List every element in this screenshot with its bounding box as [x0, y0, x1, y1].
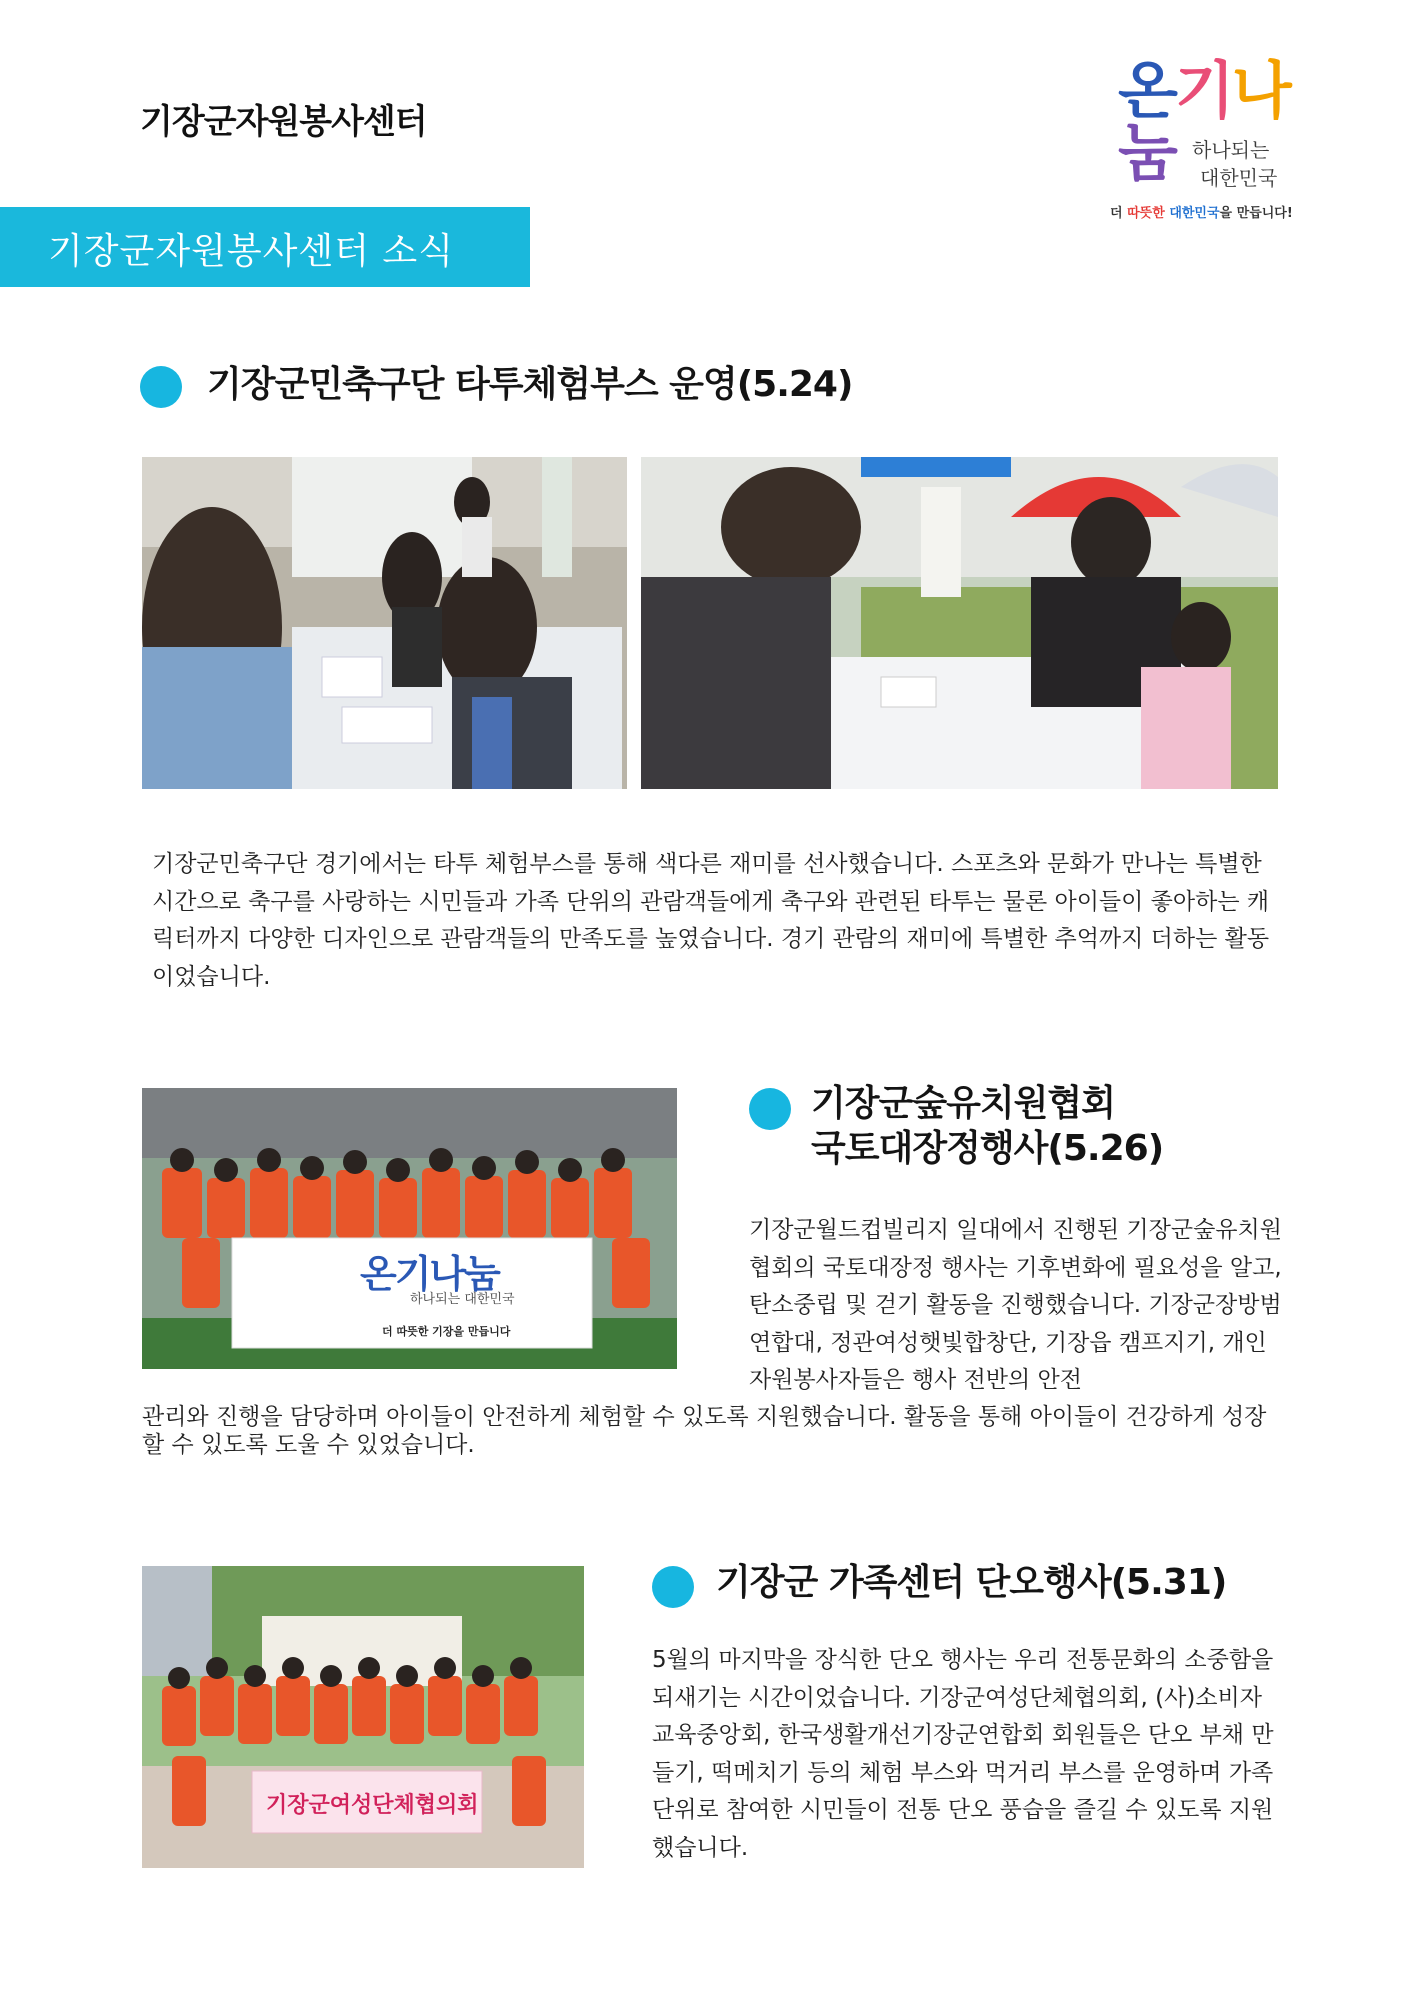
article-2-title-line1: 기장군숲유치원협회: [811, 1083, 1115, 1124]
logo-tagline: 더 따뜻한 대한민국을 만듭니다!: [1110, 206, 1293, 221]
article-1-photo-left: [142, 457, 627, 789]
section-banner: [0, 207, 530, 287]
bullet-dot: [140, 366, 182, 408]
article-2-photo-banner-sub: 하나되는 대한민국: [410, 1292, 515, 1307]
org-name: 기장군자원봉사센터: [140, 102, 427, 142]
article-1-body: 기장군민축구단 경기에서는 타투 체험부스를 통해 색다른 재미를 선사했습니다. 스포츠와 문화가 만나는 특별한 시간으로 축구를 사랑하는 시민들과 가족 단위의 관람객들에게 축구와 관련된 타투는 물론 아이들이 좋아하는 캐릭터까지 다양한 디자인으로 관람객들의 만족도를 높였습니다. 경기 관람의 재미에 특별한 추억까지 더하는 활동이었습니다.: [152, 851, 1270, 990]
article-1-photo-right: [641, 457, 1278, 789]
bullet-dot: [749, 1088, 791, 1130]
logo-line2: 하나되는: [1192, 138, 1270, 162]
logo-line3: 대한민국: [1200, 166, 1278, 190]
article-2-photo-banner-text: 온기나눔: [360, 1252, 499, 1296]
section-banner-label: 기장군자원봉사센터 소식: [48, 231, 454, 272]
bullet-dot: [652, 1566, 694, 1608]
article-2-title-line2: 국토대장정행사(5.26): [811, 1128, 1164, 1169]
article-3-photo-banner-text: 기장군여성단체협의회: [266, 1793, 479, 1818]
article-2-photo-banner-tag: 더 따뜻한 기장을 만듭니다: [382, 1325, 511, 1338]
article-2-photo: [142, 1088, 677, 1369]
article-2-body-side: 기장군월드컵빌리지 일대에서 진행된 기장군숲유치원협회의 국토대장정 행사는 기후변화에 필요성을 알고, 탄소중립 및 걷기 활동을 진행했습니다. 기장군장방범연합대, 정관여성햇빛합창단, 기장읍 캠프지기, 개인 자원봉사자들은 행사 전반의 안전: [749, 1217, 1282, 1393]
logo-wordmark: 온기나눔: [1118, 54, 1289, 189]
article-1-title: 기장군민축구단 타투체험부스 운영(5.24): [207, 364, 853, 405]
article-3-body: 5월의 마지막을 장식한 단오 행사는 우리 전통문화의 소중함을 되새기는 시간이었습니다. 기장군여성단체협의회, (사)소비자교육중앙회, 한국생활개선기장군연합회 회원들은 단오 부채 만들기, 떡메치기 등의 체험 부스와 먹거리 부스를 운영하며 가족 단위로 참여한 시민들이 전통 단오 풍습을 즐길 수 있도록 지원했습니다.: [652, 1647, 1274, 1861]
campaign-logo: [1100, 54, 1330, 221]
article-3-title: 기장군 가족센터 단오행사(5.31): [716, 1562, 1227, 1603]
article-2-body-full: 관리와 진행을 담당하며 아이들이 안전하게 체험할 수 있도록 지원했습니다. 활동을 통해 아이들이 건강하게 성장할 수 있도록 도울 수 있었습니다.: [142, 1404, 1267, 1458]
article-3-photo: [142, 1566, 584, 1868]
